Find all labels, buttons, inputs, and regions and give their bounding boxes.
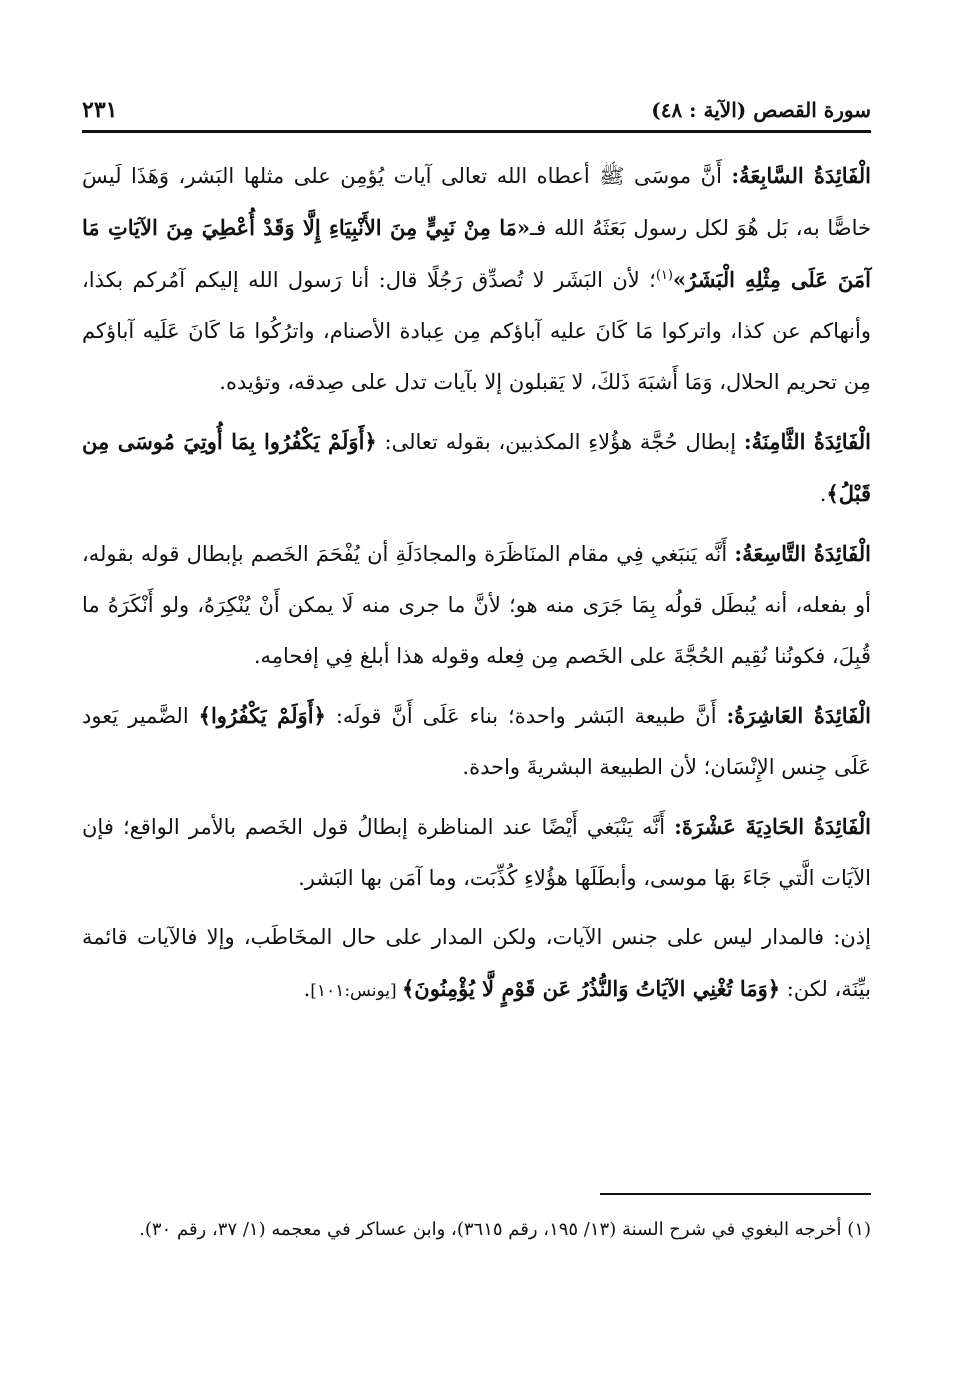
benefit-heading: الْفَائِدَةُ الحَادِيَةَ عَشْرَةَ: <box>674 814 871 839</box>
paragraph-text: . <box>819 482 827 506</box>
benefit-heading: الْفَائِدَةُ السَّابِعَةُ: <box>731 163 871 188</box>
paragraph-text: أَنَّه يَنبَغي فِي مقام المنَاظَرَة والمجادَلَةِ أن يُفْحَمَ الخَصم بإبطال قوله بقوله، أو بفعله، أنه يُبطَل قولُه بِمَا جَرَى منه هو؛ لأنَّ ما جرى منه لَا يمكن أَنْ يُنْكِرَهُ، ولو أَنْكَرَهُ ما قُبِلَ، فكونُنا نُقِيم الحُجَّةَ على الخَصم مِن فِعله وقوله هذا أبلغ فِي إفحامِه. <box>82 542 871 668</box>
paragraph-text: أَنَّه يَنْبَغي أَيْضًا عند المناظرة إبطالُ قول الخَصم بالأمر الواقع؛ فإن الآيَات الَّتي جَاءَ بهَا موسى، وأبطَلَها هؤُلاءِ كُذِّبَت، وما آمَن بها البَشر. <box>82 815 871 890</box>
benefit-heading: الْفَائِدَةُ الثَّامِنَةُ: <box>743 429 871 454</box>
header-divider <box>82 130 871 133</box>
footnote-marker[interactable]: (١) <box>655 268 673 283</box>
quran-verse: ﴿وَمَا تُغْنِي الآيَاتُ وَالنُّذُرُ عَن قَوْمٍ لَّا يُؤْمِنُونَ﴾ <box>402 976 781 1001</box>
paragraph-text: الضَّمير يَعود عَلَى جِنس الإِنْسَان؛ لأن الطبيعة البشريةَ واحدة. <box>82 704 871 779</box>
paragraph-benefit-9 <box>82 528 871 682</box>
running-title: سورة القصص (الآية : ٤٨) <box>651 98 871 122</box>
footnote: (١) أخرجه البغوي في شرح السنة (١٣/ ١٩٥، رقم ٣٦١٥)، وابن عساكر في معجمه (١/ ٣٧، رقم ٣٠). <box>139 1219 871 1240</box>
paragraph-text: إبطال حُجَّة هؤُلاءِ المكذبين، بقوله تعالى: <box>376 430 744 454</box>
paragraph-benefit-11 <box>82 801 871 904</box>
paragraph-text: . <box>303 977 311 1001</box>
main-text <box>82 150 871 1025</box>
paragraph-benefit-7 <box>82 150 871 408</box>
paragraph-conclusion <box>82 912 871 1017</box>
paragraph-text: إذن: فالمدار ليس على جنس الآيات، ولكن المدار على حال المخَاطَب، وإلا فالآيات قائمة بيِّنَة، لكن: <box>82 925 871 1001</box>
benefit-heading: الْفَائِدَةُ العَاشِرَةُ: <box>726 703 871 728</box>
quran-verse: ﴿أَوَلَمْ يَكْفُرُوا﴾ <box>198 703 326 728</box>
paragraph-benefit-10 <box>82 690 871 793</box>
paragraph-text: ؛ لأن البَشَر لا تُصدِّق رَجُلًا قال: أنا رَسول الله إليكم آمُركم بكذا، وأنهاكم عن كذا، واتركوا مَا كَانَ عليه آباؤكم مِن عِبادة الأصنام، واترُكُوا مَا كَانَ عَلَيه آباؤكم مِن تحريم الحلال، وَمَا أَشبَهَ ذَلكَ، لا يَقبلون إلا بآيات تدل على صِدقه، وتؤيده. <box>82 268 871 394</box>
quran-verse: ﴿أَوَلَمْ يَكْفُرُوا بِمَا أُوتِيَ مُوسَى مِن قَبْلُ﴾ <box>82 429 871 506</box>
paragraph-text: أَنَّ موسَى ﷺ أعطاه الله تعالى آيات يُؤمِن على مثلها البَشر، وَهَذَا لَيسَ خاصًّا به، بَل هُوَ لكل رسول بَعَثَهُ الله فـ <box>82 164 872 240</box>
paragraph-text: أَنَّ طبيعة البَشر واحدة؛ بناء عَلَى أَنَّ قولَه: <box>325 704 727 728</box>
hadith-quote: «مَا مِنْ نَبِيٍّ مِنَ الأَنْبِيَاءِ إِلَّا وَقَدْ أُعْطِيَ مِنَ الآيَاتِ مَا آمَنَ عَلَى مِثْلِهِ الْبَشَرُ» <box>82 215 871 292</box>
footnote-divider <box>600 1193 871 1195</box>
paragraph-benefit-8 <box>82 416 871 520</box>
verse-reference: [يونس:١٠١] <box>310 981 402 1001</box>
page-number: ٢٣١ <box>82 97 118 123</box>
page-header <box>82 92 871 128</box>
benefit-heading: الْفَائِدَةُ التَّاسِعَةُ: <box>734 541 871 566</box>
